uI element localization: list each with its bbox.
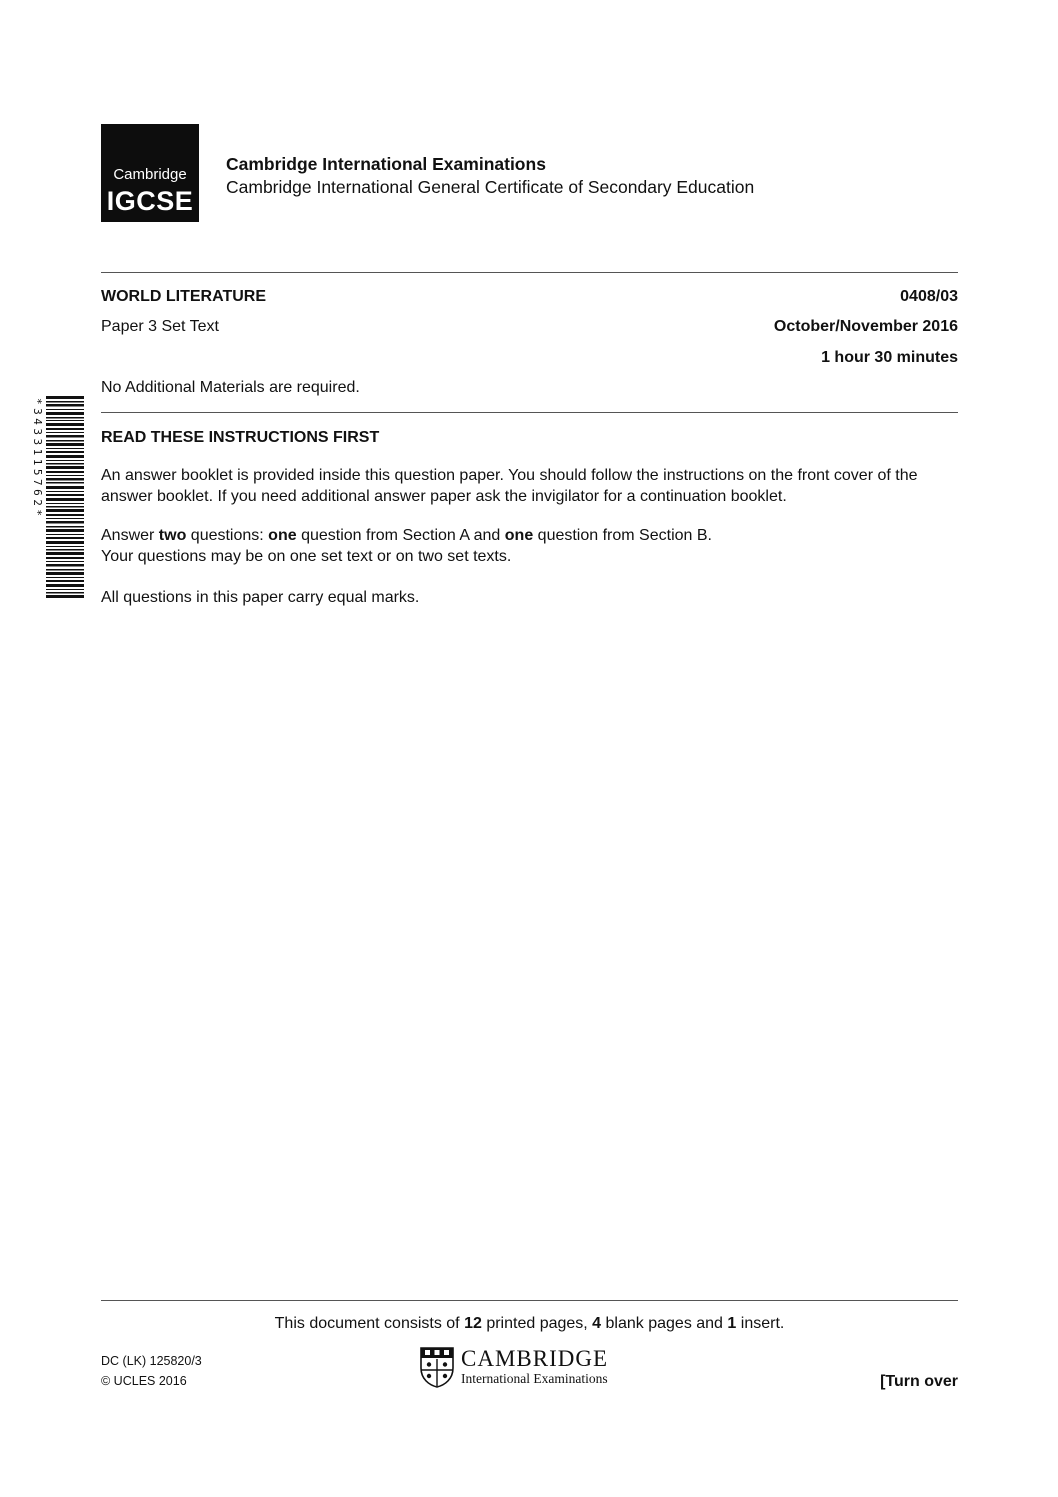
materials-note: No Additional Materials are required.: [101, 379, 360, 396]
cambridge-brand-subtitle: International Examinations: [461, 1371, 608, 1386]
turn-over: [Turn over: [880, 1373, 958, 1390]
instructions-para-1: An answer booklet is provided inside this question paper. You should follow the instructions on the front cover of the answer booklet. If you need additional answer paper ask the invigilator for a continuation booklet.: [101, 467, 918, 505]
subject-title: WORLD LITERATURE: [101, 288, 267, 305]
para2-text-3: question from Section A and: [296, 527, 505, 544]
para2-text-4: question from Section B.: [533, 527, 712, 544]
barcode-icon: [44, 396, 84, 600]
para2-bold-one-b: one: [504, 527, 534, 544]
pages-text-3: blank pages and: [601, 1315, 728, 1332]
para2-text-1: Answer: [101, 527, 159, 544]
org-subtitle: Cambridge International General Certificate of Secondary Education: [226, 177, 755, 197]
exam-duration: 1 hour 30 minutes: [821, 349, 958, 366]
para2-line-2: Your questions may be on one set text or on two set texts.: [101, 548, 512, 565]
pages-text-2: printed pages,: [481, 1315, 593, 1332]
cambridge-crest-icon: [419, 1346, 455, 1388]
instructions-para-3: All questions in this paper carry equal marks.: [101, 589, 420, 606]
org-name: Cambridge International Examinations: [226, 154, 546, 174]
para2-text-2: questions:: [186, 527, 269, 544]
instructions-heading: READ THESE INSTRUCTIONS FIRST: [101, 429, 380, 446]
divider-top: [101, 272, 958, 273]
insert-count: 1: [727, 1315, 737, 1332]
exam-session: October/November 2016: [773, 318, 958, 335]
copyright: © UCLES 2016: [101, 1374, 187, 1388]
page-count-note: [101, 1313, 958, 1334]
barcode-digits: *3433115762*: [31, 398, 44, 520]
paper-title: Paper 3 Set Text: [101, 318, 219, 335]
syllabus-code: 0408/03: [900, 288, 958, 305]
para2-bold-one-a: one: [268, 527, 297, 544]
printed-pages-count: 12: [464, 1315, 482, 1332]
divider-footer: [101, 1300, 958, 1301]
cambridge-igcse-logo: [101, 124, 199, 222]
para2-bold-two: two: [158, 527, 187, 544]
pages-text-1: This document consists of: [274, 1315, 465, 1332]
blank-pages-count: 4: [592, 1315, 602, 1332]
divider-middle: [101, 412, 958, 413]
pages-text-4: insert.: [736, 1315, 785, 1332]
instructions-para-2: [101, 525, 961, 567]
logo-top-text: Cambridge: [113, 166, 187, 183]
cambridge-brand-title: CAMBRIDGE: [461, 1346, 609, 1371]
logo-bottom-text: IGCSE: [106, 186, 194, 216]
document-code: DC (LK) 125820/3: [101, 1354, 202, 1368]
